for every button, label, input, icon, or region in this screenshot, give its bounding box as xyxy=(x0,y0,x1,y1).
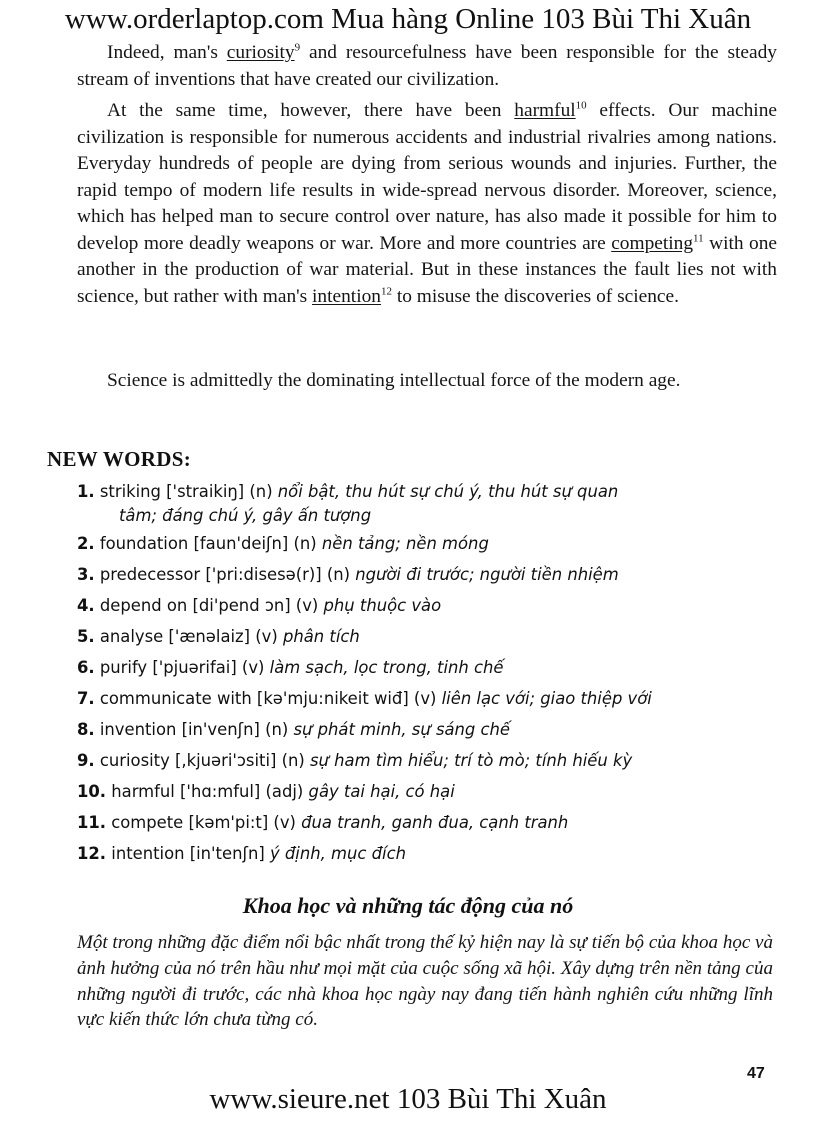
word-meaning: nền tảng; nền móng xyxy=(321,534,489,553)
word-item xyxy=(77,565,619,584)
word-meaning: gây tai hại, có hại xyxy=(308,782,455,801)
page-number: 47 xyxy=(747,1065,765,1082)
word-meaning: sự ham tìm hiểu; trí tò mò; tính hiếu kỳ xyxy=(310,751,633,770)
word-entry: compete [kəm'pi:t] (v) xyxy=(111,813,302,832)
word-entry: depend on [di'pend ɔn] (v) xyxy=(99,596,324,615)
word-entry: purify ['pjuərifai] (v) xyxy=(99,658,270,677)
word-item xyxy=(77,720,510,739)
paragraph-text: Science is admittedly the dominating intellectual force of the modern age. xyxy=(107,370,681,391)
word-entry: predecessor ['pri:disesə(r)] (n) xyxy=(99,565,356,584)
word-item xyxy=(77,534,489,553)
text-run: with one another in the production of war material. But in these instances the fault lies not with science, but rather with man's xyxy=(77,232,777,307)
word-item xyxy=(77,813,568,832)
word-number: 4. xyxy=(77,596,95,615)
translation-body: Một trong những đặc điểm nổi bậc nhất trong thế kỷ hiện nay là sự tiến bộ của khoa học và ảnh hưởng của nó trên hầu như mọi mặt của cuộc sống xã hội. Xây dựng trên nền tảng của những người đi trước, các nhà khoa học ngày nay đang tiến hành nghiên cứu những lĩnh vực kiến thức lớn chưa từng có. xyxy=(77,932,773,1031)
vocab-word-curiosity: curiosity xyxy=(226,42,295,63)
word-number: 2. xyxy=(77,534,95,553)
paragraph-text xyxy=(77,40,777,93)
footnote-ref: 9 xyxy=(294,41,301,54)
word-number: 7. xyxy=(77,689,95,708)
word-entry: analyse ['ænəlaiz] (v) xyxy=(99,627,283,646)
new-words-heading: NEW WORDS: xyxy=(47,447,192,471)
word-entry: communicate with [kə'mju:nikeit wiđ] (v) xyxy=(99,689,442,708)
word-meaning: ý định, mục đích xyxy=(269,844,406,863)
word-meaning: làm sạch, lọc trong, tinh chế xyxy=(269,658,504,677)
vocab-word-competing: competing xyxy=(611,232,694,254)
word-item xyxy=(77,689,652,708)
paragraph-harmful-effects xyxy=(77,98,777,310)
word-number: 1. xyxy=(77,482,95,501)
paragraph-inventions xyxy=(77,40,777,93)
vocab-word-harmful: harmful xyxy=(514,100,576,121)
footnote-ref: 12 xyxy=(380,285,392,298)
word-meaning: đua tranh, ganh đua, cạnh tranh xyxy=(301,813,569,832)
text-run: effects. Our machine civilization is responsible for numerous accidents and industrial rivalries among nations. Everyday hundreds of people are dying from serious wounds and injuries. Further, the rapid tempo of modern life results in wide-spread nervous disorder. Moreover, science, which has helped man to secure control over nature, has also made it possible for him to develop more deadly weapons or war. More and more countries are xyxy=(77,100,777,254)
word-entry: invention [in'venʃn] (n) xyxy=(99,720,294,739)
footer-watermark: www.sieure.net 103 Bùi Thi Xuân xyxy=(209,1083,607,1115)
word-item xyxy=(77,482,619,525)
paragraph-conclusion xyxy=(77,368,777,395)
text-run: At the same time, however, there have been xyxy=(107,100,515,121)
text-run: and resourcefulness have been responsible for the steady stream of inventions that have created our civilization. xyxy=(77,42,777,90)
word-entry: curiosity [,kjuəri'ɔsiti] (n) xyxy=(99,751,311,770)
word-item xyxy=(77,627,360,646)
word-entry: striking ['straikiŋ] (n) xyxy=(99,482,278,501)
footnote-ref: 11 xyxy=(693,232,704,245)
word-number: 10. xyxy=(77,782,107,801)
word-meaning: phân tích xyxy=(282,627,360,646)
word-item xyxy=(77,658,503,677)
word-number: 3. xyxy=(77,565,95,584)
word-meaning: người đi trước; người tiền nhiệm xyxy=(355,565,619,584)
word-entry: intention [in'tenʃn] xyxy=(111,844,270,863)
footnote-ref: 10 xyxy=(575,99,587,112)
word-item xyxy=(77,751,632,770)
word-item xyxy=(77,596,441,615)
word-number: 12. xyxy=(77,844,107,863)
word-meaning: sự phát minh, sự sáng chế xyxy=(293,720,511,739)
word-number: 6. xyxy=(77,658,95,677)
word-number: 5. xyxy=(77,627,95,646)
vocab-word-intention: intention xyxy=(312,285,381,307)
word-entry: harmful ['hɑ:mful] (adj) xyxy=(111,782,309,801)
word-item xyxy=(77,844,406,863)
word-meaning: nổi bật, thu hút sự chú ý, thu hút sự quan xyxy=(277,482,619,501)
paragraph-text xyxy=(77,98,777,310)
translation-title: Khoa học và những tác động của nó xyxy=(242,893,574,918)
text-run: to misuse the discoveries of science. xyxy=(391,285,679,307)
word-number: 8. xyxy=(77,720,95,739)
word-number: 11. xyxy=(77,813,107,832)
word-item xyxy=(77,782,455,801)
word-meaning: phụ thuộc vào xyxy=(323,596,442,615)
header-watermark: www.orderlaptop.com Mua hàng Online 103 Bùi Thi Xuân xyxy=(64,3,752,35)
word-entry: foundation [faun'deiʃn] (n) xyxy=(99,534,322,553)
text-run: Indeed, man's xyxy=(107,42,227,63)
word-number: 9. xyxy=(77,751,95,770)
word-meaning: liên lạc với; giao thiệp với xyxy=(441,689,652,708)
word-meaning-continued: tâm; đáng chú ý, gây ấn tượng xyxy=(119,506,372,525)
